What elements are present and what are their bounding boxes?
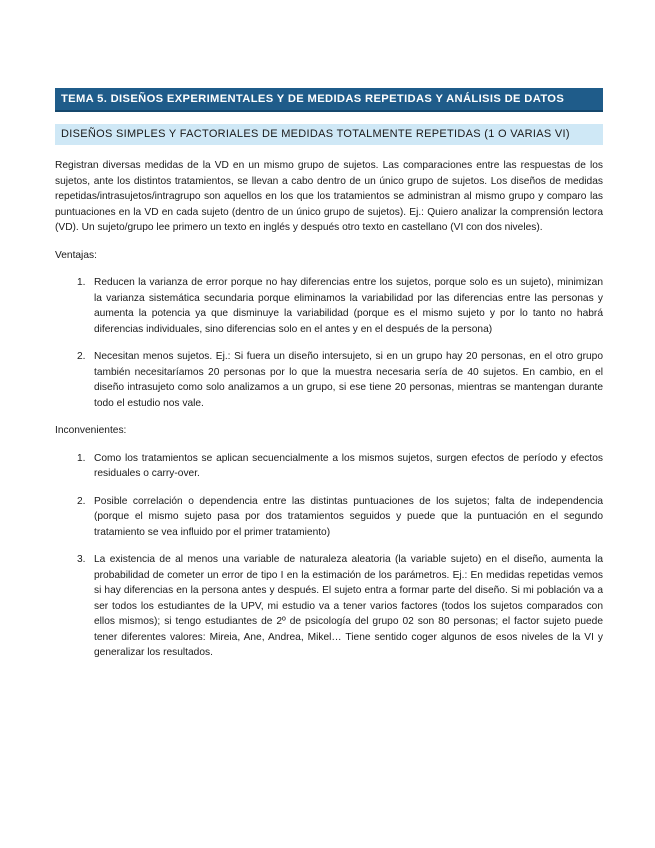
list-item xyxy=(55,275,603,337)
document-body xyxy=(55,158,603,661)
list-item-text: Como los tratamientos se aplican secuencialmente a los mismos sujetos, surgen efectos de período y efectos residuales o carry-over. xyxy=(94,452,603,479)
section-title-bar: DISEÑOS SIMPLES Y FACTORIALES DE MEDIDAS TOTALMENTE REPETIDAS (1 O VARIAS VI) xyxy=(55,124,603,145)
ventajas-list xyxy=(55,275,603,411)
document-page xyxy=(55,88,603,661)
list-item-text: Necesitan menos sujetos. Ej.: Si fuera un diseño intersujeto, si en un grupo hay 20 personas, en el otro grupo también necesitaríamos 20 personas por lo que la muestra necesaria sería de 40 sujetos. En cambio, en el diseño intrasujeto como solo analizamos a un grupo, si ese tiene 20 personas, mientras se mantengan durante todo el estudio nos vale. xyxy=(94,351,603,409)
ventajas-label: Ventajas: xyxy=(55,249,97,261)
inconvenientes-list xyxy=(55,451,603,661)
list-item xyxy=(55,349,603,411)
list-number: 1. xyxy=(77,277,86,288)
list-item-text: Reducen la varianza de error porque no hay diferencias entre los sujetos, porque solo es un sujeto), minimizan la varianza sistemática secundaria porque eliminamos la variabilidad por las diferencias entre las personas y aumenta la potencia ya que disminuye la variabilidad (porque es el mismo sujeto y por lo tanto no habrá diferencias individuales, sino diferencias solo en el antes y en el después de la persona) xyxy=(94,277,603,335)
list-item xyxy=(55,451,603,482)
list-item xyxy=(55,552,603,661)
list-item-text: La existencia de al menos una variable de naturaleza aleatoria (la variable sujeto) en el diseño, aumenta la probabilidad de cometer un error de tipo I en la estimación de los parámetros. Ej.: En medidas repetidas vemos si hay diferencias en la persona antes y después. El sujeto entra a formar parte del diseño. Si mi población va a ser todos los estudiantes de la UPV, mi estudio va a tener varios factores (todos los sujetos comparados con ellos mismos); si tengo estudiantes de 2º de psicología del grupo 02 son 80 personas; el factor sujeto puede tener diferentes valores: Mireia, Ane, Andrea, Mikel… Tiene sentido coger algunos de esos niveles de la VI y generalizar los resultados. xyxy=(94,554,603,658)
list-number: 1. xyxy=(77,452,86,464)
chapter-title-bar: TEMA 5. DISEÑOS EXPERIMENTALES Y DE MEDIDAS REPETIDAS Y ANÁLISIS DE DATOS xyxy=(55,88,603,112)
list-item xyxy=(55,494,603,541)
inconvenientes-label: Inconvenientes: xyxy=(55,425,127,436)
list-number: 3. xyxy=(77,554,86,565)
list-number: 2. xyxy=(77,495,86,507)
intro-paragraph: Registran diversas medidas de la VD en un mismo grupo de sujetos. Las comparaciones entre las respuestas de los sujetos, ante los distintos tratamientos, se llevan a cabo dentro de un único grupo de sujetos. Los diseños de medidas repetidas/intrasujetos/intragrupo son aquellos en los que los tratamientos se administran al mismo grupo y comparo las puntuaciones en la VD en cada sujeto (dentro de un único grupo de sujetos). Ej.: Quiero analizar la comprensión lectora (VD). Un sujeto/grupo lee primero un texto en inglés y después otro texto en castellano (VI con dos niveles). xyxy=(55,160,603,233)
list-number: 2. xyxy=(77,351,86,362)
list-item-text: Posible correlación o dependencia entre las distintas puntuaciones de los sujetos; falta de independencia (porque el mismo sujeto pasa por dos tratamientos seguidos y puede que la puntuación en el segundo tratamiento se vea influido por el primer tratamiento) xyxy=(94,495,603,538)
